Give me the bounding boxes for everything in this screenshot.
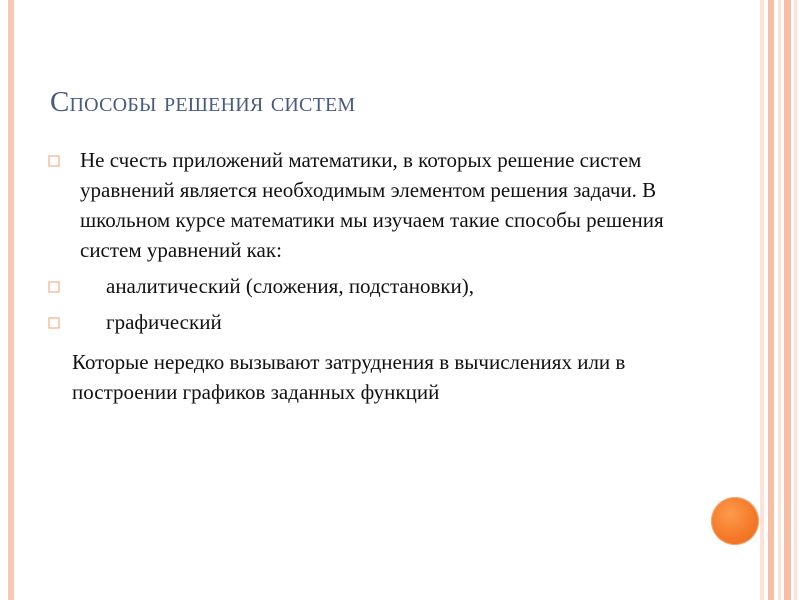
slide-body <box>48 145 688 413</box>
box-bullet-icon <box>48 317 60 329</box>
stripe <box>760 0 764 600</box>
right-border-stripes <box>760 0 800 600</box>
stripe <box>768 0 774 600</box>
closing-text: Которые нередко вызывают затруднения в вычислениях или в построении графиков заданных функций <box>72 350 626 404</box>
box-bullet-icon <box>48 281 60 293</box>
list-item <box>48 271 688 301</box>
list-item <box>48 307 688 337</box>
stripe <box>778 0 781 600</box>
intro-text: Не счесть приложений математики, в которых решение систем уравнений является необходимым элементом решения задачи. В школьном курсе математики мы изучаем такие способы решения систем уравнений как: <box>80 148 664 262</box>
box-bullet-icon <box>48 155 60 167</box>
list-item-text: графический <box>106 310 222 334</box>
closing-paragraph <box>48 347 688 407</box>
intro-paragraph <box>48 145 688 265</box>
left-border-bar <box>8 0 14 600</box>
stripe <box>794 0 797 600</box>
orange-circle-icon <box>711 497 759 545</box>
slide-title: Способы решения систем <box>50 86 356 118</box>
list-item-text: аналитический (сложения, подстановки), <box>106 274 475 298</box>
stripe <box>784 0 791 600</box>
